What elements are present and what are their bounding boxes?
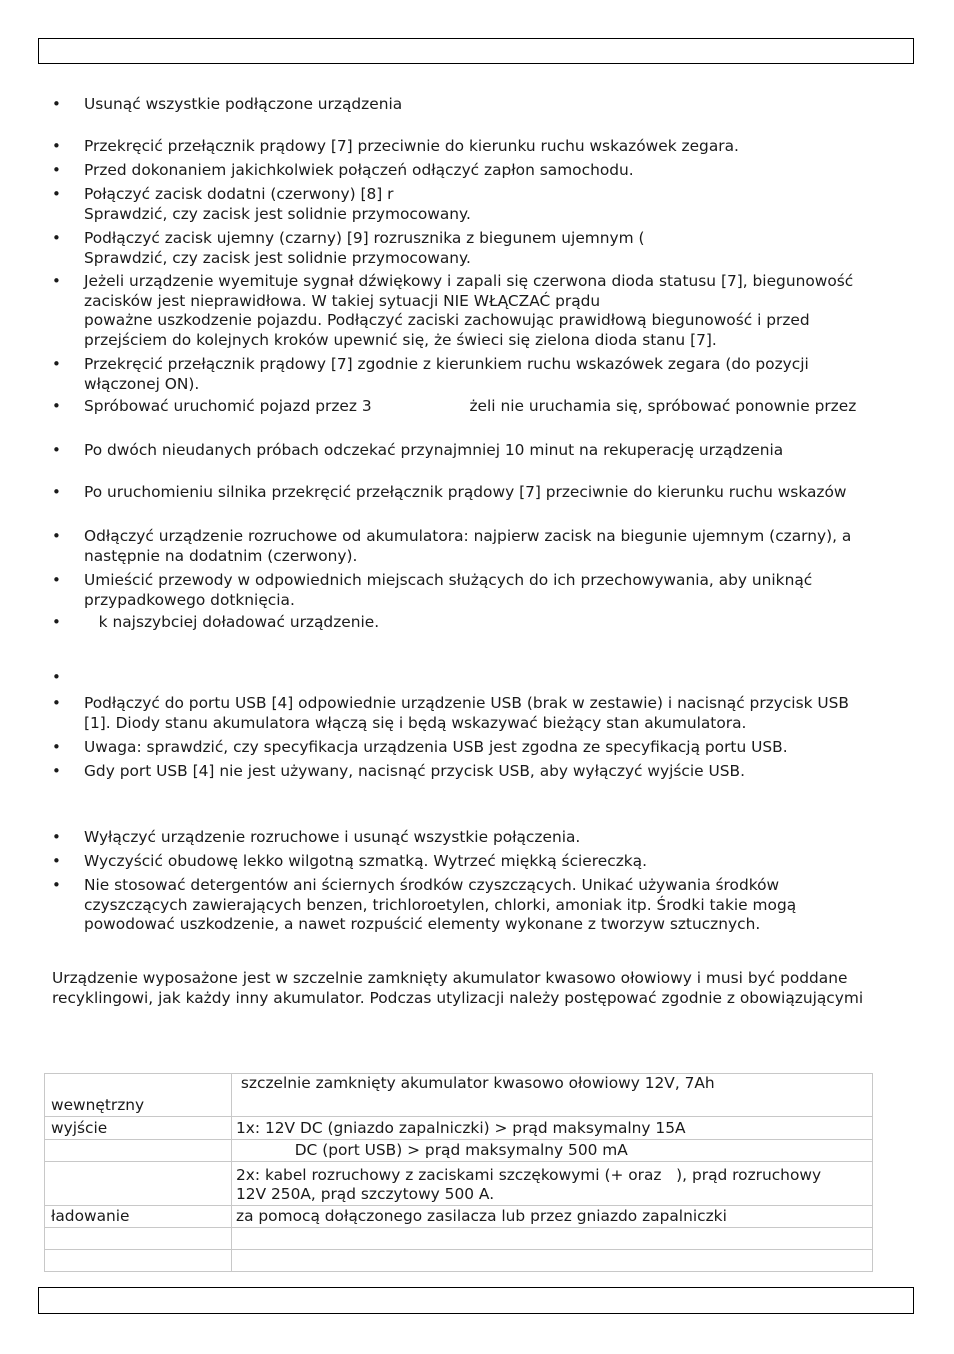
footer-frame xyxy=(38,1287,914,1314)
spec-value-cell xyxy=(232,1250,873,1272)
text-line: powodować uszkodzenie, a nawet rozpuścić elementy wykonane z tworzyw sztucznych. xyxy=(84,915,761,934)
spec-value-cell xyxy=(232,1206,873,1228)
text-line: Przed dokonaniem jakichkolwiek połączeń odłączyć zapłon samochodu. xyxy=(84,161,634,179)
list-item-text xyxy=(84,355,914,394)
text-line: Sprawdzić, czy zacisk jest solidnie przymocowany. xyxy=(84,248,471,267)
bullet-icon: • xyxy=(52,229,61,247)
text-line: 1x: 12V DC (gniazdo zapalniczki) > prąd maksymalny 15A xyxy=(236,1119,686,1138)
bullet-icon: • xyxy=(52,272,61,290)
text-line: Nie stosować detergentów ani ściernych środków czyszczących. Unikać używania środków xyxy=(84,876,780,894)
list-item-text xyxy=(84,441,914,461)
spec-label-cell xyxy=(45,1250,232,1272)
spec-label-cell xyxy=(45,1162,232,1206)
text-line: recyklingowi, jak każdy inny akumulator. Podczas utylizacji należy postępować zgodnie z obowiązującymi xyxy=(52,988,864,1007)
bullet-icon: • xyxy=(52,876,61,894)
spec-value-cell xyxy=(232,1140,873,1162)
bullet-icon: • xyxy=(52,852,61,870)
text-line: Spróbować uruchomić pojazd przez 3 żeli nie uruchamia się, spróbować ponownie przez xyxy=(84,397,857,415)
text-line: zacisków jest nieprawidłowa. W takiej sytuacji NIE WŁĄCZAĆ prądu xyxy=(84,291,601,310)
bullet-icon: • xyxy=(52,527,61,545)
bullet-icon: • xyxy=(52,571,61,589)
text-line: Sprawdzić, czy zacisk jest solidnie przymocowany. xyxy=(84,204,471,223)
text-line: 2x: kabel rozruchowy z zaciskami szczękowymi (+ oraz ), prąd rozruchowy xyxy=(236,1165,822,1184)
spec-label-cell xyxy=(45,1140,232,1162)
list-item-text xyxy=(84,229,914,268)
table-row xyxy=(45,1228,873,1250)
list-item-text xyxy=(84,185,914,224)
text-line xyxy=(236,1251,872,1271)
text-line: Uwaga: sprawdzić, czy specyfikacja urządzenia USB jest zgodna ze specyfikacją portu USB. xyxy=(84,738,788,756)
bullet-icon: • xyxy=(52,738,61,756)
list-item-text xyxy=(84,95,914,115)
text-line: Po uruchomieniu silnika przekręcić przełącznik prądowy [7] przeciwnie do kierunku ruchu wskazów xyxy=(84,483,847,501)
bullet-icon: • xyxy=(52,828,61,846)
specifications-table xyxy=(44,1073,873,1272)
spec-label-cell xyxy=(45,1228,232,1250)
spec-label-cell: wewnętrzny xyxy=(45,1074,232,1117)
list-item-text xyxy=(84,613,914,633)
text-line: szczelnie zamknięty akumulator kwasowo ołowiowy 12V, 7Ah xyxy=(236,1074,715,1092)
text-line: Usunąć wszystkie podłączone urządzenia xyxy=(84,95,403,113)
list-item-text xyxy=(84,483,914,503)
text-line: [1]. Diody stanu akumulatora włączą się i będą wskazywać bieżący stan akumulatora. xyxy=(84,713,747,732)
text-line: przejściem do kolejnych kroków upewnić się, że świeci się zielona dioda stanu [7]. xyxy=(84,330,717,349)
text-line: Jeżeli urządzenie wyemituje sygnał dźwiękowy i zapali się czerwona dioda statusu [7], biegunowość xyxy=(84,272,854,290)
text-line: Podłączyć zacisk ujemny (czarny) [9] rozrusznika z biegunem ujemnym ( xyxy=(84,229,645,247)
list-item-text xyxy=(84,137,914,157)
list-item-text xyxy=(84,738,914,758)
text-line: Urządzenie wyposażone jest w szczelnie zamknięty akumulator kwasowo ołowiowy i musi być poddane xyxy=(52,969,848,987)
list-item-text xyxy=(84,694,914,733)
list-item-text xyxy=(84,272,914,350)
list-item-text xyxy=(84,571,914,610)
bullet-icon: • xyxy=(52,762,61,780)
text-line: Wyczyścić obudowę lekko wilgotną szmatką. Wytrzeć miękką ściereczką. xyxy=(84,852,648,870)
text-line: włączonej ON). xyxy=(84,374,200,393)
list-item-text xyxy=(84,852,914,872)
table-row xyxy=(45,1140,873,1162)
text-line: Przekręcić przełącznik prądowy [7] przeciwnie do kierunku ruchu wskazówek zegara. xyxy=(84,137,739,155)
bullet-icon: • xyxy=(52,137,61,155)
table-row xyxy=(45,1250,873,1272)
text-line xyxy=(236,1229,872,1249)
bullet-icon: • xyxy=(52,355,61,373)
list-item-text xyxy=(84,397,914,417)
text-line: następnie na dodatnim (czerwony). xyxy=(84,546,358,565)
text-line: poważne uszkodzenie pojazdu. Podłączyć zaciski zachowując prawidłową biegunowość i przed xyxy=(84,311,810,330)
text-line: DC (port USB) > prąd maksymalny 500 mA xyxy=(236,1141,628,1160)
text-line: za pomocą dołączonego zasilacza lub przez gniazdo zapalniczki xyxy=(236,1207,727,1226)
table-row xyxy=(45,1117,873,1140)
bullet-icon: • xyxy=(52,483,61,501)
list-item-text xyxy=(84,876,914,935)
list-item-text xyxy=(84,762,914,782)
list-item-text xyxy=(84,161,914,181)
bullet-icon: • xyxy=(52,694,61,712)
text-line: czyszczących zawierających benzen, trichloroetylen, chlorki, amoniak itp. Środki takie mogą xyxy=(84,895,797,914)
table-row xyxy=(45,1162,873,1206)
text-line: Przekręcić przełącznik prądowy [7] zgodnie z kierunkiem ruchu wskazówek zegara (do pozycji xyxy=(84,355,809,373)
bullet-icon: • xyxy=(52,668,61,686)
bullet-icon: • xyxy=(52,613,61,631)
list-item-text xyxy=(84,527,914,566)
text-line: Odłączyć urządzenie rozruchowe od akumulatora: najpierw zacisk na biegunie ujemnym (czarny), a xyxy=(84,527,852,545)
spec-value-cell xyxy=(232,1117,873,1140)
spec-label-cell: wyjście xyxy=(45,1117,232,1140)
disposal-paragraph xyxy=(52,969,863,1008)
text-line: Gdy port USB [4] nie jest używany, nacisnąć przycisk USB, aby wyłączyć wyjście USB. xyxy=(84,762,745,780)
bullet-icon: • xyxy=(52,185,61,203)
text-line: przypadkowego dotknięcia. xyxy=(84,590,295,609)
list-item-text xyxy=(84,828,914,848)
table-row xyxy=(45,1074,873,1117)
text-line: Wyłączyć urządzenie rozruchowe i usunąć wszystkie połączenia. xyxy=(84,828,581,846)
text-line xyxy=(236,1094,872,1114)
bullet-icon: • xyxy=(52,441,61,459)
header-frame xyxy=(38,38,914,64)
spec-value-cell xyxy=(232,1074,873,1117)
text-line: Po dwóch nieudanych próbach odczekać przynajmniej 10 minut na rekuperację urządzenia xyxy=(84,441,784,459)
spec-value-cell xyxy=(232,1228,873,1250)
text-line: Umieścić przewody w odpowiednich miejscach służących do ich przechowywania, aby uniknąć xyxy=(84,571,813,589)
text-line: Połączyć zacisk dodatni (czerwony) [8] r xyxy=(84,185,394,203)
text-line: k najszybciej doładować urządzenie. xyxy=(84,613,380,631)
spec-value-cell xyxy=(232,1162,873,1206)
bullet-icon: • xyxy=(52,161,61,179)
bullet-icon: • xyxy=(52,95,61,113)
bullet-icon: • xyxy=(52,397,61,415)
text-line: 12V 250A, prąd szczytowy 500 A. xyxy=(236,1185,495,1204)
spec-label-cell: ładowanie xyxy=(45,1206,232,1228)
table-row xyxy=(45,1206,873,1228)
text-line: Podłączyć do portu USB [4] odpowiednie urządzenie USB (brak w zestawie) i nacisnąć przycisk USB xyxy=(84,694,849,712)
